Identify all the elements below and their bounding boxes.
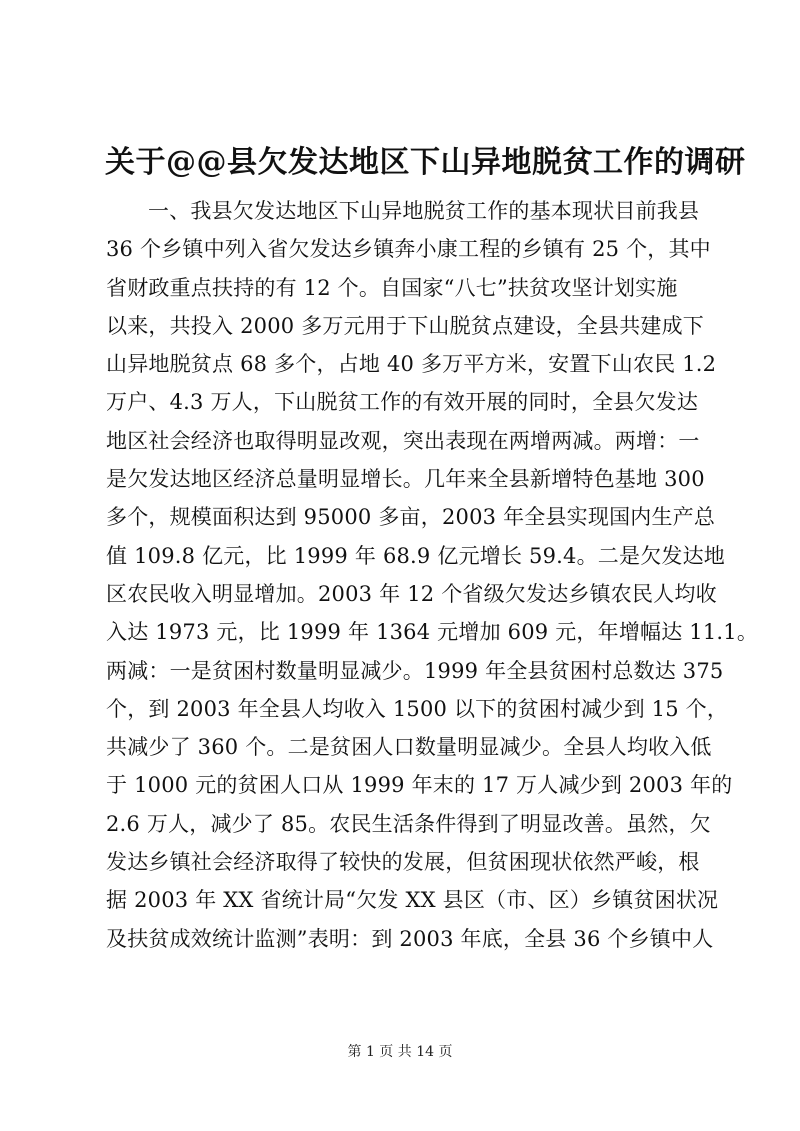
text-line: 发达乡镇社会经济取得了较快的发展，但贫困现状依然严峻，根 (106, 850, 700, 875)
text-line: 入达 1973 元，比 1999 年 1364 元增加 609 元，年增幅达 11.1。 (106, 620, 759, 645)
text-line: 36 个乡镇中列入省欠发达乡镇奔小康工程的乡镇有 25 个，其中 (106, 237, 711, 262)
text-line: 个，到 2003 年全县人均收入 1500 以下的贫困村减少到 15 个， (106, 696, 729, 721)
text-line: 省财政重点扶持的有 12 个。自国家“八七”扶贫攻坚计划实施 (106, 275, 678, 300)
text-line: 地区社会经济也取得明显改观，突出表现在两增两减。两增：一 (106, 428, 700, 453)
text-line: 于 1000 元的贫困人口从 1999 年末的 17 万人减少到 2003 年的 (106, 773, 733, 798)
text-line: 以来，共投入 2000 多万元用于下山脱贫点建设，全县共建成下 (106, 313, 704, 338)
text-line: 是欠发达地区经济总量明显增长。几年来全县新增特色基地 300 (106, 467, 705, 492)
text-line: 据 2003 年 XX 省统计局“欠发 XX 县区（市、区）乡镇贫困状况 (106, 888, 719, 913)
text-line: 一、我县欠发达地区下山异地脱贫工作的基本现状目前我县 (148, 199, 700, 223)
text-line: 值 109.8 亿元，比 1999 年 68.9 亿元增长 59.4。二是欠发达地 (106, 543, 726, 568)
text-line: 2.6 万人，减少了 85。农民生活条件得到了明显改善。虽然，欠 (106, 811, 711, 836)
text-line: 万户、4.3 万人，下山脱贫工作的有效开展的同时，全县欠发达 (106, 390, 699, 415)
text-line: 及扶贫成效统计监测”表明：到 2003 年底，全县 36 个乡镇中人 (106, 926, 714, 951)
text-line: 两减：一是贫困村数量明显减少。1999 年全县贫困村总数达 375 (106, 658, 724, 683)
text-line: 山异地脱贫点 68 多个，占地 40 多万平方米，安置下山农民 1.2 (106, 352, 717, 377)
body-paragraph (106, 192, 759, 958)
page-number-footer: 第 1 页 共 14 页 (347, 1044, 453, 1060)
text-line: 区农民收入明显增加。2003 年 12 个省级欠发达乡镇农民人均收 (106, 581, 717, 606)
text-line: 多个，规模面积达到 95000 多亩，2003 年全县实现国内生产总 (106, 505, 716, 530)
text-line: 共减少了 360 个。二是贫困人口数量明显减少。全县人均收入低 (106, 735, 712, 760)
document-title: 关于@@县欠发达地区下山异地脱贫工作的调研 (105, 145, 746, 180)
